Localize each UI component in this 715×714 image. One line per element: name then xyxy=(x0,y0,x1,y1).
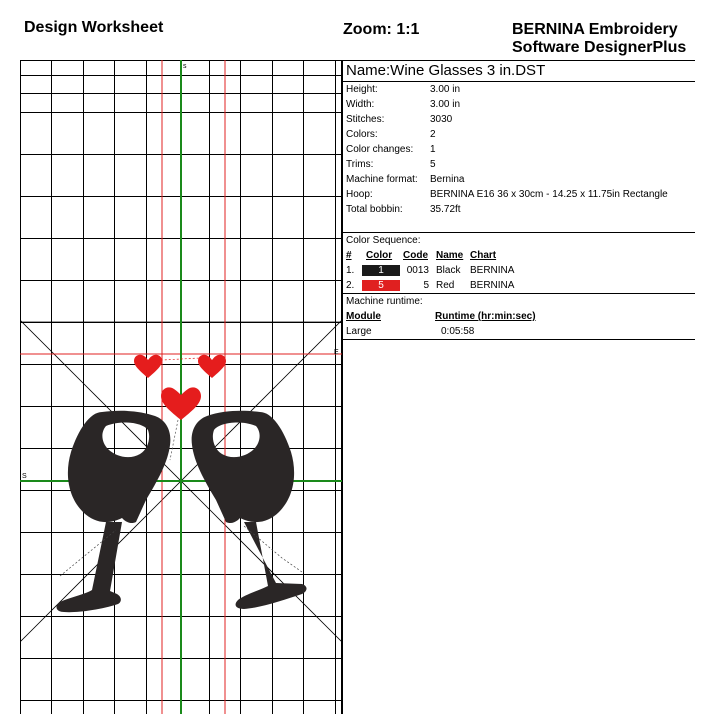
color-code: 5 xyxy=(423,280,429,291)
wine-glass-left-icon xyxy=(57,411,171,612)
property-label: Total bobbin: xyxy=(346,204,403,215)
property-row xyxy=(346,112,695,127)
brand-line-1: BERNINA Embroidery xyxy=(512,21,678,38)
property-value: Bernina xyxy=(430,174,465,185)
property-row xyxy=(346,97,695,112)
property-label: Color changes: xyxy=(346,144,414,155)
brand-line-2: Software DesignerPlus xyxy=(512,39,687,56)
property-row xyxy=(346,202,695,217)
property-row xyxy=(346,187,695,202)
col-header-module: Module xyxy=(346,311,381,322)
color-swatch: 5 xyxy=(362,280,400,291)
color-code: 0013 xyxy=(406,265,429,276)
col-header-runtime: Runtime (hr:min:sec) xyxy=(435,311,536,322)
color-sequence-header xyxy=(346,248,695,263)
runtime-module: Large xyxy=(346,326,372,337)
color-name: Red xyxy=(436,280,455,291)
travel-stitch-center xyxy=(170,420,178,460)
design-preview-grid xyxy=(20,60,342,714)
property-value: 3030 xyxy=(430,114,453,125)
brand-block xyxy=(512,21,712,57)
property-label: Hoop: xyxy=(346,189,373,200)
design-name: Name:Wine Glasses 3 in.DST xyxy=(346,62,546,79)
property-value: 2 xyxy=(430,129,436,140)
color-row xyxy=(346,263,695,278)
zoom-level: Zoom: 1:1 xyxy=(343,21,420,38)
property-row xyxy=(346,127,695,142)
property-value: 5 xyxy=(430,159,436,170)
marker-right: E xyxy=(334,349,339,356)
design-properties xyxy=(343,82,695,233)
col-header-code: Code xyxy=(403,250,428,261)
col-header-chart: Chart xyxy=(470,250,497,261)
worksheet-title: Design Worksheet xyxy=(24,19,164,36)
design-name-section xyxy=(343,60,695,82)
property-label: Height: xyxy=(346,84,378,95)
property-value: 3.00 in xyxy=(430,84,461,95)
wine-glass-right-icon xyxy=(192,411,307,609)
color-sequence-section xyxy=(343,233,695,294)
property-label: Machine format: xyxy=(346,174,418,185)
color-chart: BERNINA xyxy=(470,280,515,291)
design-canvas xyxy=(20,60,342,714)
runtime-header xyxy=(346,309,695,324)
property-label: Colors: xyxy=(346,129,378,140)
color-sequence-title: Color Sequence: xyxy=(346,235,421,246)
color-name: Black xyxy=(436,265,461,276)
property-row xyxy=(346,142,695,157)
property-value: 1 xyxy=(430,144,436,155)
runtime-time: 0:05:58 xyxy=(441,326,475,337)
property-value: 3.00 in xyxy=(430,99,461,110)
property-row xyxy=(346,82,695,97)
heart-right-icon xyxy=(198,355,226,378)
property-label: Trims: xyxy=(346,159,374,170)
property-value: BERNINA E16 36 x 30cm - 14.25 x 11.75in Rectangle xyxy=(430,189,668,200)
runtime-title: Machine runtime: xyxy=(346,296,423,307)
design-info-panel xyxy=(342,60,695,714)
machine-runtime-section xyxy=(343,294,695,340)
heart-left-icon xyxy=(134,355,162,378)
property-value: 35.72ft xyxy=(430,204,461,215)
marker-left: S xyxy=(22,473,27,480)
color-row xyxy=(346,278,695,293)
color-number: 1. xyxy=(346,265,355,276)
col-header-name: Name xyxy=(436,250,464,261)
color-chart: BERNINA xyxy=(470,265,515,276)
property-label: Stitches: xyxy=(346,114,385,125)
color-swatch: 1 xyxy=(362,265,400,276)
property-row xyxy=(346,172,695,187)
marker-top: s xyxy=(183,63,187,70)
col-header-num: # xyxy=(346,250,352,261)
col-header-color: Color xyxy=(366,250,393,261)
runtime-row xyxy=(346,324,695,339)
property-label: Width: xyxy=(346,99,375,110)
property-row xyxy=(346,157,695,172)
color-number: 2. xyxy=(346,280,355,291)
